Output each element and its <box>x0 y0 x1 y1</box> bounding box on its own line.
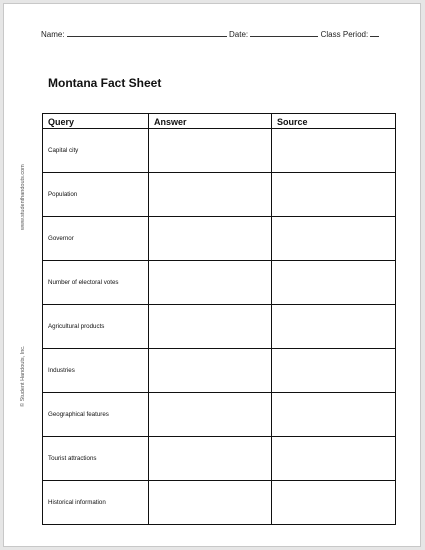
query-cell: Agricultural products <box>43 305 149 349</box>
name-label: Name: <box>41 30 65 39</box>
source-cell[interactable] <box>272 173 396 217</box>
date-blank <box>250 29 318 37</box>
column-header-source: Source <box>272 114 396 129</box>
query-cell: Population <box>43 173 149 217</box>
answer-cell[interactable] <box>149 173 272 217</box>
answer-cell[interactable] <box>149 481 272 525</box>
table-row <box>43 217 396 261</box>
column-header-query: Query <box>43 114 149 129</box>
answer-cell[interactable] <box>149 261 272 305</box>
source-cell[interactable] <box>272 217 396 261</box>
website-credit: www.studenthandouts.com <box>20 164 26 230</box>
copyright-credit: © Student Handouts, Inc. <box>20 345 26 407</box>
class-period-blank <box>370 29 379 37</box>
query-cell: Capital city <box>43 129 149 173</box>
table-row <box>43 261 396 305</box>
table-header-row <box>43 114 396 129</box>
table-row <box>43 173 396 217</box>
table-row <box>43 129 396 173</box>
query-cell: Tourist attractions <box>43 437 149 481</box>
answer-cell[interactable] <box>149 437 272 481</box>
answer-cell[interactable] <box>149 129 272 173</box>
table-row <box>43 481 396 525</box>
fact-table <box>42 113 396 525</box>
source-cell[interactable] <box>272 437 396 481</box>
table-row <box>43 305 396 349</box>
answer-cell[interactable] <box>149 393 272 437</box>
name-blank <box>67 29 227 37</box>
query-cell: Industries <box>43 349 149 393</box>
query-cell: Governor <box>43 217 149 261</box>
answer-cell[interactable] <box>149 217 272 261</box>
source-cell[interactable] <box>272 481 396 525</box>
query-cell: Historical information <box>43 481 149 525</box>
student-info-line <box>41 29 379 39</box>
source-cell[interactable] <box>272 349 396 393</box>
source-cell[interactable] <box>272 261 396 305</box>
date-label: Date: <box>229 30 249 39</box>
source-cell[interactable] <box>272 393 396 437</box>
table-row <box>43 437 396 481</box>
column-header-answer: Answer <box>149 114 272 129</box>
answer-cell[interactable] <box>149 305 272 349</box>
source-cell[interactable] <box>272 129 396 173</box>
table-row <box>43 349 396 393</box>
answer-cell[interactable] <box>149 349 272 393</box>
query-cell: Number of electoral votes <box>43 261 149 305</box>
source-cell[interactable] <box>272 305 396 349</box>
table-row <box>43 393 396 437</box>
worksheet-page <box>3 3 421 547</box>
query-cell: Geographical features <box>43 393 149 437</box>
class-period-label: Class Period: <box>320 30 369 39</box>
page-title: Montana Fact Sheet <box>48 76 162 90</box>
